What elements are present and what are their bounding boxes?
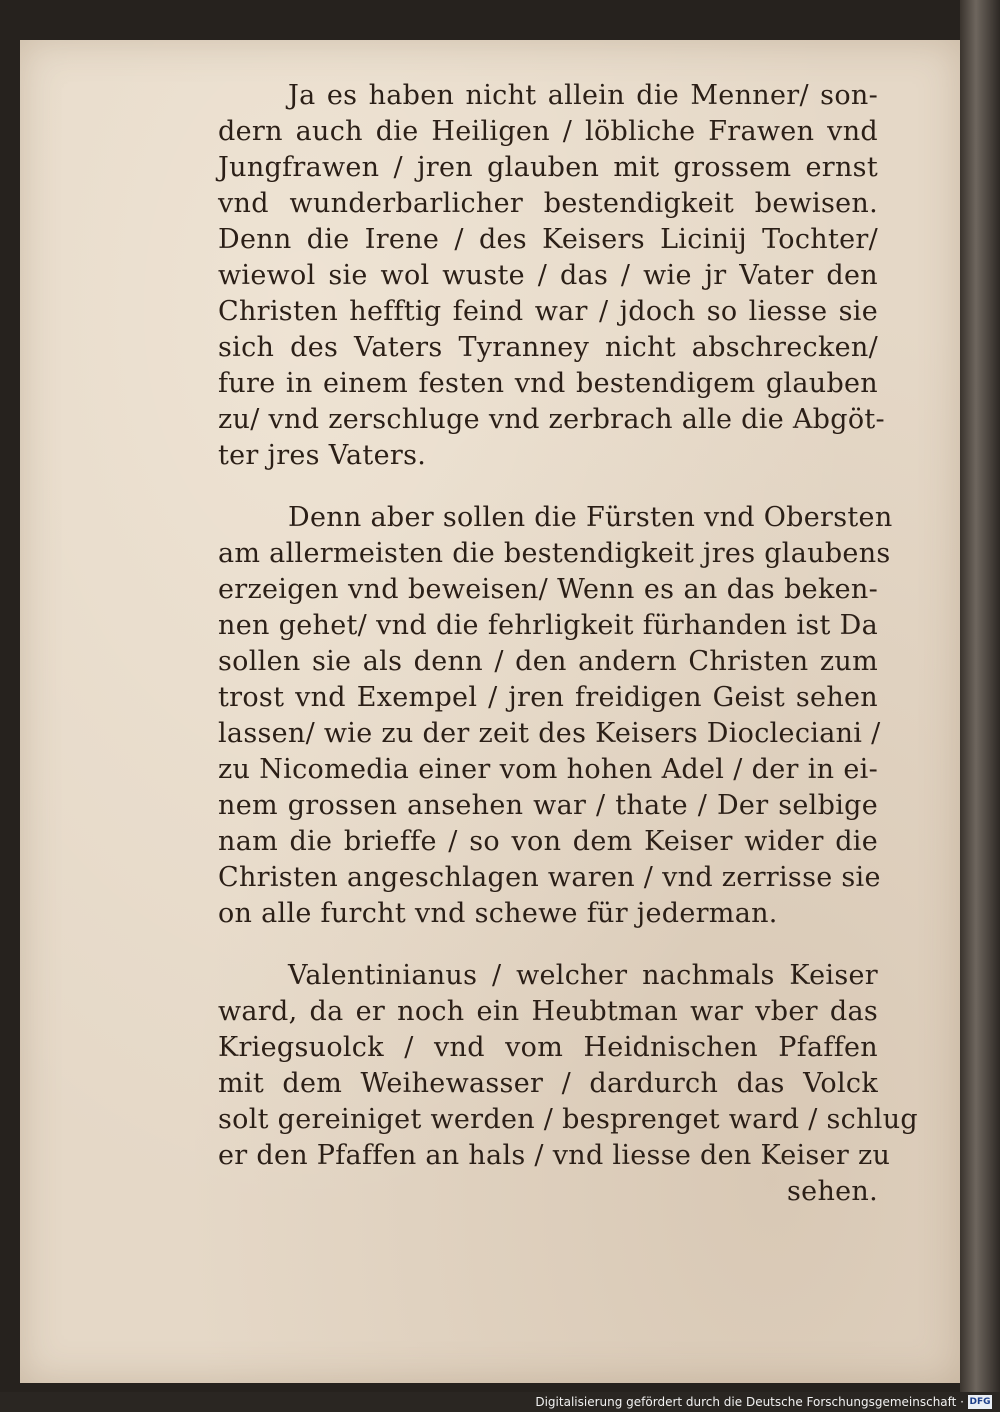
text-line: Ja es haben nicht allein die Menner/ son- <box>288 80 878 111</box>
text-line: trost vnd Exempel / jren freidigen Geist sehen <box>218 682 878 713</box>
text-line: ter jres Vaters. <box>218 440 427 471</box>
text-line: nen gehet/ vnd die fehrligkeit fürhanden ist Da <box>218 610 878 641</box>
text-line: Kriegsuolck / vnd vom Heidnischen Pfaffen <box>218 1032 878 1063</box>
text-line: Denn aber sollen die Fürsten vnd Obersten <box>288 502 893 533</box>
text-line: nem grossen ansehen war / thate / Der selbige <box>218 790 878 821</box>
book-edge <box>960 0 1000 1392</box>
paragraph-2 <box>218 500 893 932</box>
text-line: sollen sie als denn / den andern Christen zum <box>218 646 878 677</box>
text-line: vnd wunderbarlicher bestendigkeit bewisen. <box>218 188 878 219</box>
text-line: zu/ vnd zerschluge vnd zerbrach alle die Abgöt- <box>218 404 885 435</box>
text-line: er den Pfaffen an hals / vnd liesse den Keiser zu <box>218 1140 891 1171</box>
catchword: sehen. <box>787 1176 878 1207</box>
paragraph-1 <box>218 78 885 474</box>
text-line: on alle furcht vnd schewe für jederman. <box>218 898 778 929</box>
text-line: Christen hefftig feind war / jdoch so liesse sie <box>218 296 878 327</box>
text-line: Denn die Irene / des Keisers Licinij Tochter/ <box>218 224 878 255</box>
text-line: am allermeisten die bestendigkeit jres glaubens <box>218 538 891 569</box>
text-line: fure in einem festen vnd bestendigem glauben <box>218 368 878 399</box>
text-line: lassen/ wie zu der zeit des Keisers Diocleciani / <box>218 718 881 749</box>
text-line: mit dem Weihewasser / dardurch das Volck <box>218 1068 878 1099</box>
text-line: Christen angeschlagen waren / vnd zerrisse sie <box>218 862 881 893</box>
text-line: wiewol sie wol wuste / das / wie jr Vater den <box>218 260 878 291</box>
text-line: sich des Vaters Tyranney nicht abschrecken/ <box>218 332 878 363</box>
text-line: Jungfrawen / jren glauben mit grossem ernst <box>218 152 878 183</box>
dfg-logo-icon: DFG <box>969 1397 991 1407</box>
text-line: solt gereiniget werden / besprenget ward / schlug <box>218 1104 918 1135</box>
text-line: ward, da er noch ein Heubtman war vber das <box>218 996 878 1027</box>
footer-credit: Digitalisierung gefördert durch die Deutsche Forschungsgemeinschaft · <box>535 1395 964 1409</box>
page-text <box>218 78 918 1210</box>
text-line: erzeigen vnd beweisen/ Wenn es an das beken- <box>218 574 878 605</box>
text-line: nam die brieffe / so von dem Keiser wider die <box>218 826 878 857</box>
text-line: zu Nicomedia einer vom hohen Adel / der in ei- <box>218 754 878 785</box>
paragraph-3 <box>218 958 918 1174</box>
footer-bar <box>0 1392 1000 1412</box>
text-line: dern auch die Heiligen / löbliche Frawen vnd <box>218 116 878 147</box>
text-line: Valentinianus / welcher nachmals Keiser <box>288 960 878 991</box>
